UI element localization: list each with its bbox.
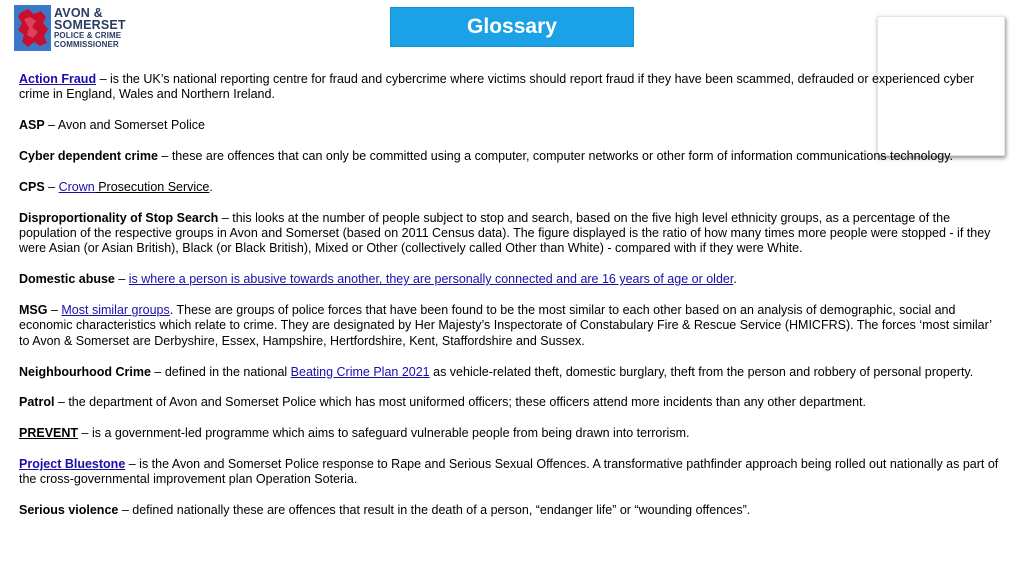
glossary-entry-project-bluestone [19, 457, 1004, 488]
domestic-abuse-term: Domestic abuse [19, 272, 115, 287]
project-bluestone-definition: – is the Avon and Somerset Police response to Rape and Serious Sexual Offences. A transformative pathfinder approach being rolled out nationally as part of the cross-governmental improvement plan Operation Soteria. [19, 457, 999, 487]
domestic-abuse-definition-link[interactable]: is where a person is abusive towards another, they are personally connected and are 16 years of age or older [128, 272, 734, 287]
cyber-dependent-crime-definition: – these are offences that can only be committed using a computer, computer networks or other form of information communications technology. [157, 149, 954, 163]
glossary-entry-patrol [19, 395, 1004, 410]
glossary-entry-serious-violence [19, 503, 1004, 518]
glossary-entry-action-fraud [19, 72, 1004, 103]
glossary-entry-prevent [19, 426, 1004, 441]
neighbourhood-crime-term: Neighbourhood Crime [19, 364, 151, 379]
cps-term: CPS [19, 179, 45, 194]
neighbourhood-crime-definition-start: – defined in the national [150, 364, 291, 379]
logo-line-4: COMMISSIONER [54, 40, 119, 49]
serious-violence-definition: – defined nationally these are offences that result in the death of a person, “endanger life” or “wounding offences”. [118, 503, 751, 518]
avon-somerset-map-icon [14, 5, 51, 51]
prevent-definition: – is a government-led programme which aims to safeguard vulnerable people from being drawn into terrorism. [78, 426, 690, 441]
project-bluestone-link[interactable]: Project Bluestone [19, 457, 126, 471]
prevent-term: PREVENT [19, 426, 79, 441]
glossary-entry-cps [19, 180, 1004, 195]
domestic-abuse-separator: – [114, 272, 129, 287]
asp-term: ASP [19, 118, 45, 133]
action-fraud-definition: – is the UK’s national reporting centre for fraud and cybercrime where victims should report fraud if they have been scammed, defrauded or experienced cyber crime in England, Wales and Northern Ireland. [19, 72, 975, 102]
glossary-entry-domestic-abuse [19, 272, 1004, 287]
msg-term: MSG [19, 303, 48, 317]
logo-line-3: POLICE & CRIME [54, 31, 122, 40]
msg-definition: . These are groups of police forces that have been found to be the most similar to each other based on an analysis of demographic, social and economic characteristics which relate to crime. They are designated by Her Majesty’s Inspectorate of Constabulary Fire & Rescue Service (HMICFRS). The forces ‘most similar’ to Avon & Somerset are Derbyshire, Essex, Hampshire, Hertfordshire, Kent, Staffordshire and Sussex. [19, 303, 992, 348]
most-similar-groups-link[interactable]: Most similar groups [61, 303, 170, 317]
glossary-entry-disproportionality [19, 211, 1004, 257]
glossary-list [19, 72, 1004, 534]
glossary-entry-msg [19, 303, 1004, 349]
asp-definition: – Avon and Somerset Police [44, 118, 205, 133]
cps-crown-link[interactable]: Crown [58, 179, 95, 194]
pcc-logo [14, 4, 134, 52]
serious-violence-term: Serious violence [19, 503, 119, 518]
action-fraud-link[interactable]: Action Fraud [19, 72, 97, 86]
patrol-term: Patrol [19, 395, 55, 410]
glossary-entry-neighbourhood-crime [19, 365, 1004, 380]
logo-line-2: SOMERSET [54, 18, 126, 32]
logo-line-1: AVON & [54, 6, 103, 20]
page-title-banner [390, 7, 634, 47]
cyber-dependent-crime-term: Cyber dependent crime [19, 149, 158, 163]
glossary-entry-asp [19, 118, 1004, 133]
page-title: Glossary [467, 15, 557, 38]
cps-definition-rest: Prosecution Service [94, 179, 210, 194]
disproportionality-term: Disproportionality of Stop Search [19, 210, 219, 225]
msg-separator: – [47, 303, 62, 317]
disproportionality-definition: – this looks at the number of people subject to stop and search, based on the five high level ethnicity groups, as a percentage of the population of the respective groups in Avon and Somerset (based on 2011 Census data). The figure displayed is the ratio of how many times more people were stopped - if they were Asian (or Asian British), Black (or Black British), Mixed or Other (collectively called Other than White) - compared with if they were White. [19, 210, 991, 256]
cps-period: . [209, 179, 213, 194]
patrol-definition: – the department of Avon and Somerset Police which has most uniformed officers; these officers attend more incidents than any other department. [54, 395, 867, 410]
domestic-abuse-period: . [733, 272, 737, 287]
cps-separator: – [44, 179, 59, 194]
neighbourhood-crime-definition-end: as vehicle-related theft, domestic burglary, theft from the person and robbery of personal property. [429, 364, 974, 379]
logo-wordmark [54, 7, 126, 49]
beating-crime-plan-link[interactable]: Beating Crime Plan 2021 [290, 364, 430, 379]
glossary-entry-cyber-dependent-crime [19, 149, 1004, 164]
